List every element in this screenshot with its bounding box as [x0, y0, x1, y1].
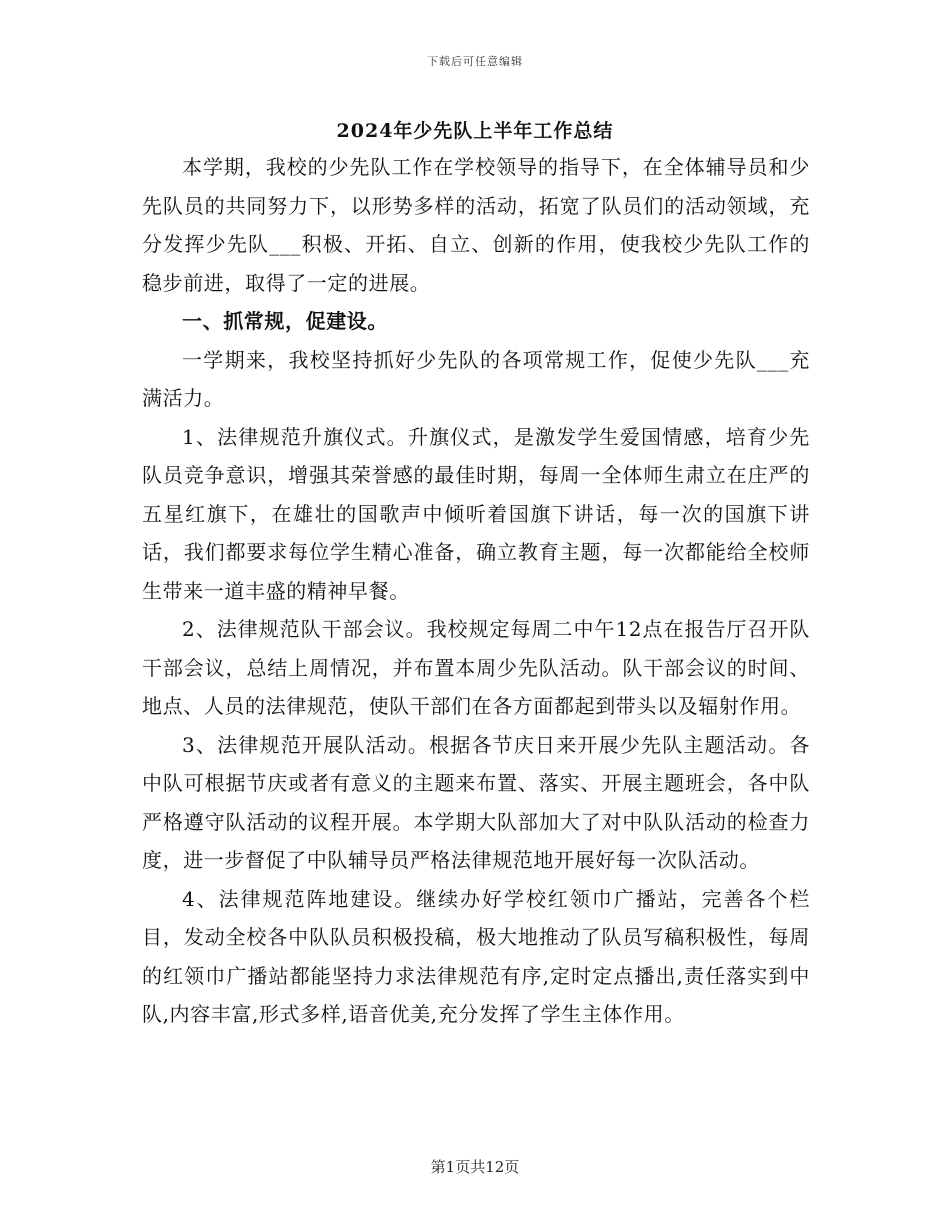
item-3-paragraph: 3、法律规范开展队活动。根据各节庆日来开展少先队主题活动。各中队可根据节庆或者有意义的主题来布置、落实、开展主题班会，各中队严格遵守队活动的议程开展。本学期大队部加大了对中队队活动的检查力度，进一步督促了中队辅导员严格法律规范地开展好每一次队活动。 [142, 732, 810, 872]
intro-paragraph: 本学期，我校的少先队工作在学校领导的指导下，在全体辅导员和少先队员的共同努力下，以形势多样的活动，拓宽了队员们的活动领域，充分发挥少先队___积极、开拓、自立、创新的作用，使我校少先队工作的稳步前进，取得了一定的进展。 [142, 155, 810, 295]
page-number-footer: 第1页共12页 [430, 1158, 520, 1176]
document-body [142, 148, 810, 1034]
section-heading: 一、抓常规，促建设。 [182, 309, 388, 333]
item-2-paragraph: 2、法律规范队干部会议。我校规定每周二中午12点在报告厅召开队干部会议，总结上周情况，并布置本周少先队活动。队干部会议的时间、地点、人员的法律规范，使队干部们在各方面都起到带头以及辐射作用。 [142, 617, 810, 718]
item-4-paragraph: 4、法律规范阵地建设。继续办好学校红领巾广播站，完善各个栏目，发动全校各中队队员积极投稿，极大地推动了队员写稿积极性，每周的红领巾广播站都能坚持力求法律规范有序,定时定点播出,责任落实到中队,内容丰富,形式多样,语音优美,充分发挥了学生主体作用。 [142, 886, 810, 1026]
document-title: 2024年少先队上半年工作总结 [336, 120, 614, 142]
item-1-paragraph: 1、法律规范升旗仪式。升旗仪式，是激发学生爱国情感，培育少先队员竞争意识，增强其荣誉感的最佳时期，每周一全体师生肃立在庄严的五星红旗下，在雄壮的国歌声中倾听着国旗下讲话，每一次的国旗下讲话，我们都要求每位学生精心准备，确立教育主题，每一次都能给全校师生带来一道丰盛的精神早餐。 [142, 424, 810, 603]
header-note: 下载后可任意编辑 [427, 55, 523, 68]
section-intro-paragraph: 一学期来，我校坚持抓好少先队的各项常规工作，促使少先队___充满活力。 [142, 347, 810, 410]
